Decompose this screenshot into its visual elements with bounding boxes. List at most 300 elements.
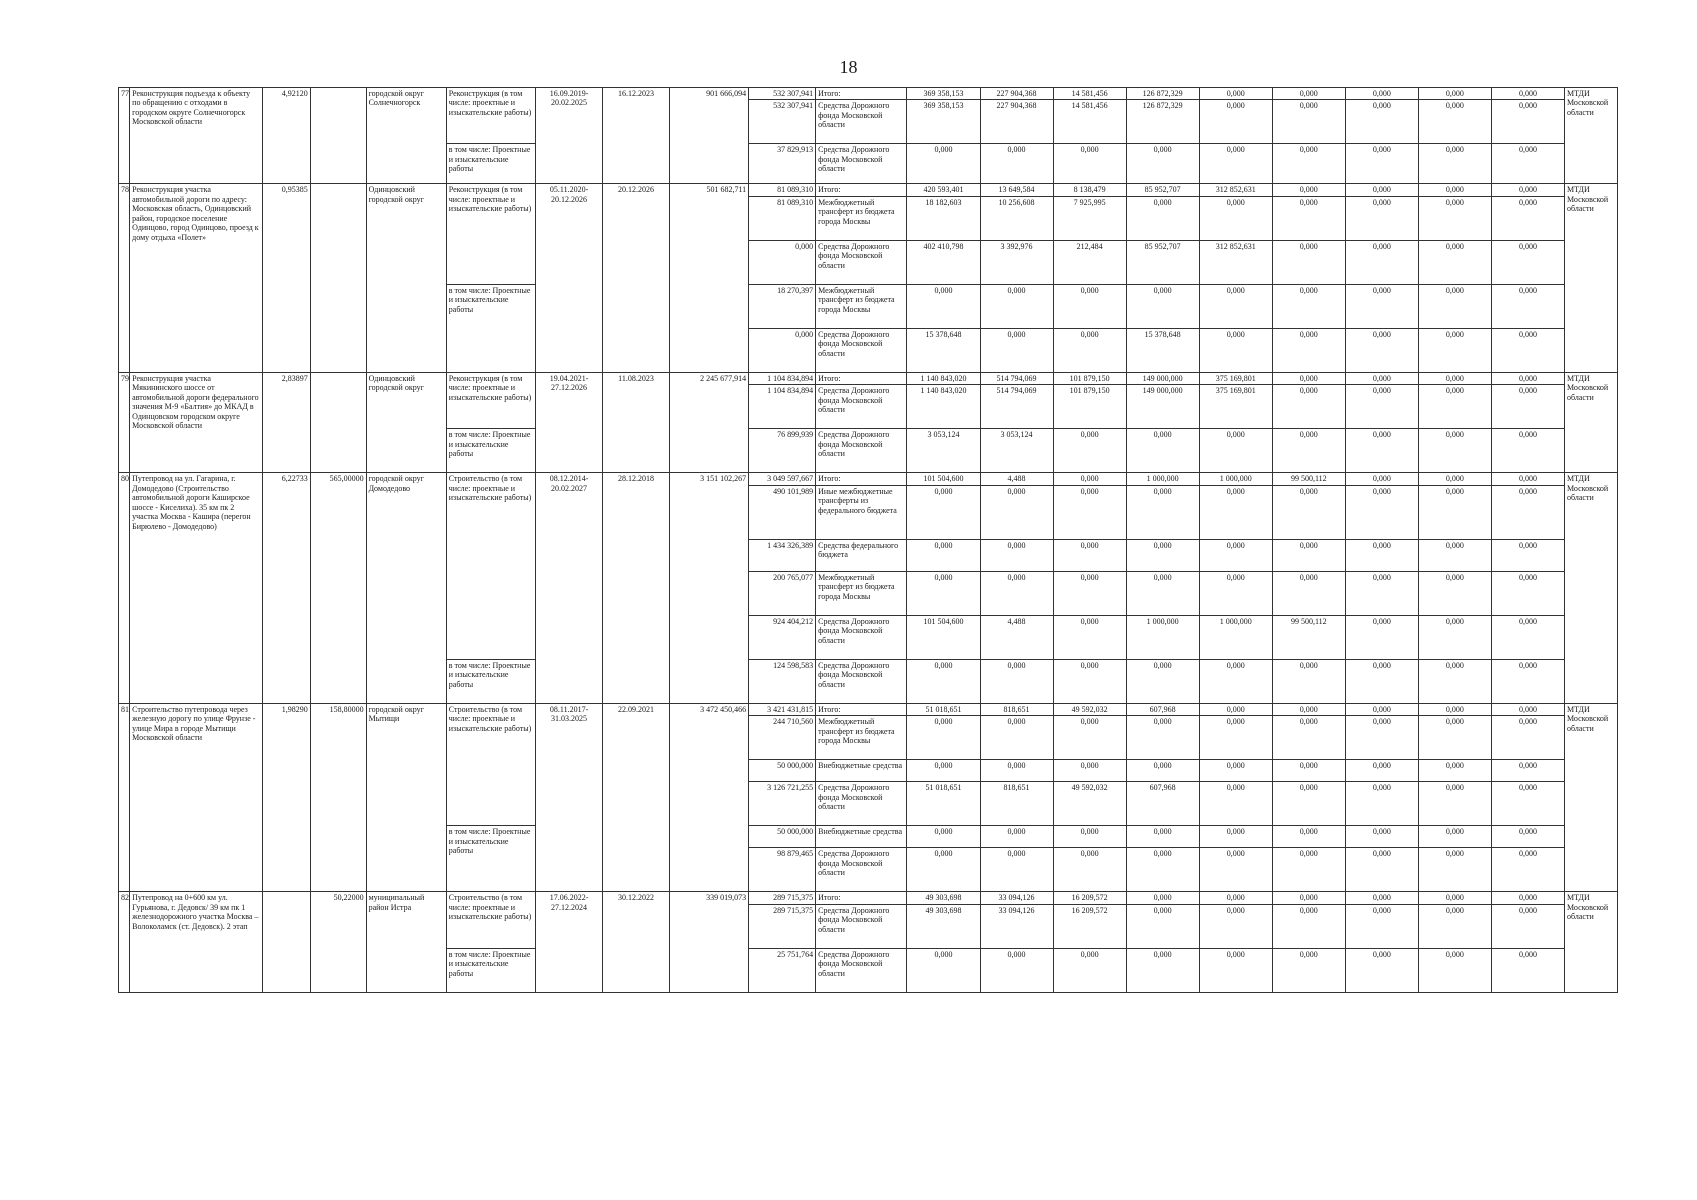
year-value: 607,968 <box>1126 782 1199 826</box>
year-value: 51 018,651 <box>907 703 980 715</box>
work-type-design: в том числе: Проектные и изыскательские работы <box>446 659 535 703</box>
municipality: муниципальный район Истра <box>366 892 446 992</box>
financed-amount: 289 715,375 <box>749 904 816 948</box>
year-value: 0,000 <box>1272 372 1345 384</box>
project-number: 81 <box>119 703 130 891</box>
year-value: 0,000 <box>1345 892 1418 904</box>
financed-amount: 3 049 597,667 <box>749 473 816 485</box>
year-value: 1 000,000 <box>1199 615 1272 659</box>
funding-source: Межбюджетный трансферт из бюджета города Москвы <box>816 284 907 328</box>
customer: МТДИ Московской области <box>1565 892 1618 992</box>
year-value: 0,000 <box>1418 703 1491 715</box>
funding-source: Средства Дорожного фонда Московской области <box>816 948 907 992</box>
year-value: 0,000 <box>1199 826 1272 848</box>
financed-amount: 1 104 834,894 <box>749 372 816 384</box>
financed-amount: 1 104 834,894 <box>749 385 816 429</box>
financed-amount: 76 899,939 <box>749 429 816 473</box>
financed-amount: 81 089,310 <box>749 196 816 240</box>
year-value: 0,000 <box>1272 539 1345 571</box>
year-value: 0,000 <box>907 826 980 848</box>
table-row <box>119 473 1618 485</box>
work-type-main: Реконструкция (в том числе: проектные и изыскательские работы) <box>446 88 535 144</box>
project-name: Путепровод на ул. Гагарина, г. Домодедово (Строительство автомобильной дороги Каширское шоссе - Киселиха). 35 км пк 2 участка Москва - Кашира (перегон Бирюлево - Домодедово) <box>130 473 263 703</box>
funding-source: Средства Дорожного фонда Московской области <box>816 615 907 659</box>
year-value: 227 904,368 <box>980 88 1053 100</box>
year-value: 0,000 <box>1272 144 1345 184</box>
year-value: 0,000 <box>1199 196 1272 240</box>
year-value: 0,000 <box>1345 848 1418 892</box>
year-value: 0,000 <box>1053 328 1126 372</box>
funding-source: Внебюджетные средства <box>816 826 907 848</box>
year-value: 0,000 <box>1491 184 1564 196</box>
year-value: 0,000 <box>1491 372 1564 384</box>
year-value: 0,000 <box>980 948 1053 992</box>
financed-amount: 18 270,397 <box>749 284 816 328</box>
year-value: 0,000 <box>1418 716 1491 760</box>
work-type-design: в том числе: Проектные и изыскательские работы <box>446 826 535 892</box>
year-value: 15 378,648 <box>907 328 980 372</box>
year-value: 0,000 <box>907 144 980 184</box>
project-number: 82 <box>119 892 130 992</box>
financed-amount: 200 765,077 <box>749 571 816 615</box>
funding-source: Межбюджетный трансферт из бюджета города Москвы <box>816 196 907 240</box>
year-value: 3 053,124 <box>980 429 1053 473</box>
year-value: 0,000 <box>1345 473 1418 485</box>
customer: МТДИ Московской области <box>1565 473 1618 703</box>
year-value: 0,000 <box>1053 284 1126 328</box>
year-value: 0,000 <box>1272 88 1345 100</box>
financed-amount: 25 751,764 <box>749 948 816 992</box>
year-value: 0,000 <box>1491 848 1564 892</box>
year-value: 0,000 <box>1053 571 1126 615</box>
year-value: 33 094,126 <box>980 892 1053 904</box>
year-value: 0,000 <box>1272 782 1345 826</box>
project-area: 565,00000 <box>310 473 366 703</box>
funding-source: Средства Дорожного фонда Московской области <box>816 328 907 372</box>
year-value: 0,000 <box>980 144 1053 184</box>
year-value: 0,000 <box>1345 144 1418 184</box>
year-value: 101 504,600 <box>907 473 980 485</box>
year-value: 8 138,479 <box>1053 184 1126 196</box>
year-value: 0,000 <box>1272 385 1345 429</box>
year-value: 0,000 <box>1053 539 1126 571</box>
municipality: городской округ Солнечногорск <box>366 88 446 184</box>
project-name: Реконструкция участка автомобильной дороги по адресу: Московская область, Одинцовский район, городское поселение Одинцово, город Одинцово, проезд к дому отдыха «Полет» <box>130 184 263 372</box>
financed-amount: 50 000,000 <box>749 760 816 782</box>
year-value: 375 169,801 <box>1199 372 1272 384</box>
year-value: 0,000 <box>1199 703 1272 715</box>
year-value: 0,000 <box>1418 892 1491 904</box>
year-value: 818,651 <box>980 703 1053 715</box>
project-cost: 501 682,711 <box>670 184 749 372</box>
year-value: 0,000 <box>907 716 980 760</box>
year-value: 0,000 <box>1345 196 1418 240</box>
year-value: 33 094,126 <box>980 904 1053 948</box>
year-value: 0,000 <box>1199 429 1272 473</box>
work-type-design: в том числе: Проектные и изыскательские работы <box>446 429 535 473</box>
year-value: 0,000 <box>1491 615 1564 659</box>
project-length <box>263 892 311 992</box>
year-value: 0,000 <box>1418 284 1491 328</box>
year-value: 0,000 <box>1053 485 1126 539</box>
work-period: 17.06.2022-27.12.2024 <box>536 892 603 992</box>
year-value: 0,000 <box>1272 485 1345 539</box>
project-area: 158,80000 <box>310 703 366 891</box>
year-value: 0,000 <box>1491 571 1564 615</box>
year-value: 0,000 <box>980 716 1053 760</box>
opening-date: 16.12.2023 <box>603 88 670 184</box>
year-value: 0,000 <box>1272 892 1345 904</box>
year-value: 0,000 <box>1126 196 1199 240</box>
year-value: 0,000 <box>980 284 1053 328</box>
year-value: 0,000 <box>980 826 1053 848</box>
year-value: 0,000 <box>907 948 980 992</box>
year-value: 0,000 <box>1418 100 1491 144</box>
year-value: 0,000 <box>980 659 1053 703</box>
year-value: 0,000 <box>1345 904 1418 948</box>
year-value: 0,000 <box>1126 284 1199 328</box>
year-value: 312 852,631 <box>1199 184 1272 196</box>
project-length: 4,92120 <box>263 88 311 184</box>
year-value: 0,000 <box>1199 539 1272 571</box>
table-row <box>119 892 1618 904</box>
year-value: 0,000 <box>1272 328 1345 372</box>
year-value: 0,000 <box>1053 848 1126 892</box>
year-value: 0,000 <box>1491 144 1564 184</box>
year-value: 0,000 <box>1491 716 1564 760</box>
project-area: 50,22000 <box>310 892 366 992</box>
work-period: 08.12.2014-20.02.2027 <box>536 473 603 703</box>
municipality: Одинцовский городской округ <box>366 184 446 372</box>
year-value: 3 053,124 <box>907 429 980 473</box>
year-value: 1 140 843,020 <box>907 385 980 429</box>
year-value: 0,000 <box>1272 240 1345 284</box>
year-value: 0,000 <box>1199 760 1272 782</box>
year-value: 0,000 <box>1272 716 1345 760</box>
year-value: 0,000 <box>1418 848 1491 892</box>
year-value: 0,000 <box>1126 848 1199 892</box>
project-name: Реконструкция подъезда к объекту по обращению с отходами в городском округе Солнечногорск Московской области <box>130 88 263 184</box>
funding-source: Средства Дорожного фонда Московской области <box>816 144 907 184</box>
year-value: 0,000 <box>1491 429 1564 473</box>
financed-amount: 81 089,310 <box>749 184 816 196</box>
year-value: 0,000 <box>1126 485 1199 539</box>
year-value: 0,000 <box>1272 100 1345 144</box>
year-value: 0,000 <box>1345 100 1418 144</box>
customer: МТДИ Московской области <box>1565 88 1618 184</box>
year-value: 0,000 <box>1272 703 1345 715</box>
year-value: 0,000 <box>1418 826 1491 848</box>
year-value: 0,000 <box>1491 948 1564 992</box>
year-value: 85 952,707 <box>1126 184 1199 196</box>
year-value: 0,000 <box>980 539 1053 571</box>
financed-amount: 532 307,941 <box>749 88 816 100</box>
year-value: 1 000,000 <box>1126 473 1199 485</box>
year-value: 0,000 <box>980 328 1053 372</box>
year-value: 0,000 <box>1126 429 1199 473</box>
year-value: 0,000 <box>1345 539 1418 571</box>
year-value: 0,000 <box>1418 184 1491 196</box>
funding-source: Итого: <box>816 184 907 196</box>
year-value: 420 593,401 <box>907 184 980 196</box>
financed-amount: 98 879,465 <box>749 848 816 892</box>
year-value: 0,000 <box>1053 473 1126 485</box>
year-value: 0,000 <box>980 485 1053 539</box>
year-value: 0,000 <box>1345 240 1418 284</box>
year-value: 0,000 <box>1418 760 1491 782</box>
year-value: 0,000 <box>1053 716 1126 760</box>
year-value: 0,000 <box>1272 284 1345 328</box>
financed-amount: 532 307,941 <box>749 100 816 144</box>
year-value: 0,000 <box>1345 385 1418 429</box>
year-value: 0,000 <box>1345 782 1418 826</box>
year-value: 0,000 <box>1491 703 1564 715</box>
year-value: 99 500,112 <box>1272 615 1345 659</box>
year-value: 0,000 <box>1418 240 1491 284</box>
year-value: 0,000 <box>1345 429 1418 473</box>
project-name: Реконструкция участка Мякининского шоссе от автомобильной дороги федерального значения М-9 «Балтия» до МКАД в Одинцовском городском округе Московской области <box>130 372 263 472</box>
year-value: 0,000 <box>1272 659 1345 703</box>
opening-date: 28.12.2018 <box>603 473 670 703</box>
work-type-design: в том числе: Проектные и изыскательские работы <box>446 284 535 372</box>
project-name: Строительство путепровода через железную дорогу по улице Фрунзе - улице Мира в городе Мытищи Московской области <box>130 703 263 891</box>
year-value: 0,000 <box>1418 571 1491 615</box>
work-type-main: Реконструкция (в том числе: проектные и изыскательские работы) <box>446 372 535 428</box>
funding-source: Итого: <box>816 703 907 715</box>
table-row <box>119 703 1618 715</box>
funding-source: Итого: <box>816 892 907 904</box>
year-value: 126 872,329 <box>1126 88 1199 100</box>
year-value: 0,000 <box>1345 615 1418 659</box>
year-value: 0,000 <box>1345 760 1418 782</box>
year-value: 149 000,000 <box>1126 372 1199 384</box>
year-value: 16 209,572 <box>1053 904 1126 948</box>
year-value: 0,000 <box>980 760 1053 782</box>
funding-source: Межбюджетный трансферт из бюджета города Москвы <box>816 571 907 615</box>
year-value: 0,000 <box>1345 88 1418 100</box>
customer: МТДИ Московской области <box>1565 372 1618 472</box>
year-value: 49 592,032 <box>1053 703 1126 715</box>
project-area <box>310 184 366 372</box>
financed-amount: 289 715,375 <box>749 892 816 904</box>
year-value: 7 925,995 <box>1053 196 1126 240</box>
year-value: 0,000 <box>1126 892 1199 904</box>
year-value: 0,000 <box>1272 948 1345 992</box>
year-value: 3 392,976 <box>980 240 1053 284</box>
funding-source: Межбюджетный трансферт из бюджета города Москвы <box>816 716 907 760</box>
work-type-main: Строительство (в том числе: проектные и изыскательские работы) <box>446 892 535 948</box>
year-value: 0,000 <box>1053 429 1126 473</box>
year-value: 0,000 <box>1053 615 1126 659</box>
year-value: 0,000 <box>1418 385 1491 429</box>
opening-date: 30.12.2022 <box>603 892 670 992</box>
project-length: 0,95385 <box>263 184 311 372</box>
year-value: 101 879,150 <box>1053 385 1126 429</box>
project-length: 6,22733 <box>263 473 311 703</box>
year-value: 0,000 <box>1418 429 1491 473</box>
project-name: Путепровод на 0+600 км ул. Гурьянова, г. Дедовск/ 39 км пк 1 железнодорожного участка Москва – Волоколамск (ст. Дедовск). 2 этап <box>130 892 263 992</box>
year-value: 0,000 <box>907 760 980 782</box>
year-value: 0,000 <box>1418 485 1491 539</box>
year-value: 126 872,329 <box>1126 100 1199 144</box>
year-value: 0,000 <box>1418 473 1491 485</box>
project-length: 2,83897 <box>263 372 311 472</box>
project-cost: 3 151 102,267 <box>670 473 749 703</box>
year-value: 0,000 <box>907 659 980 703</box>
municipality: городской округ Мытищи <box>366 703 446 891</box>
year-value: 0,000 <box>980 571 1053 615</box>
year-value: 0,000 <box>1491 240 1564 284</box>
year-value: 1 000,000 <box>1126 615 1199 659</box>
year-value: 369 358,153 <box>907 88 980 100</box>
project-area <box>310 88 366 184</box>
financed-amount: 3 421 431,815 <box>749 703 816 715</box>
year-value: 0,000 <box>1491 284 1564 328</box>
year-value: 818,651 <box>980 782 1053 826</box>
year-value: 0,000 <box>907 284 980 328</box>
year-value: 0,000 <box>1491 892 1564 904</box>
year-value: 0,000 <box>1418 196 1491 240</box>
year-value: 4,488 <box>980 615 1053 659</box>
opening-date: 22.09.2021 <box>603 703 670 891</box>
funding-source: Иные межбюджетные трансферты из федерального бюджета <box>816 485 907 539</box>
investment-table <box>118 87 1618 993</box>
year-value: 0,000 <box>1491 539 1564 571</box>
year-value: 0,000 <box>1126 826 1199 848</box>
year-value: 14 581,456 <box>1053 100 1126 144</box>
year-value: 0,000 <box>1272 760 1345 782</box>
year-value: 0,000 <box>1053 826 1126 848</box>
year-value: 0,000 <box>980 848 1053 892</box>
year-value: 0,000 <box>1491 782 1564 826</box>
opening-date: 11.08.2023 <box>603 372 670 472</box>
year-value: 0,000 <box>1345 571 1418 615</box>
year-value: 0,000 <box>1345 716 1418 760</box>
year-value: 15 378,648 <box>1126 328 1199 372</box>
financed-amount: 924 404,212 <box>749 615 816 659</box>
year-value: 0,000 <box>1345 372 1418 384</box>
year-value: 0,000 <box>907 539 980 571</box>
year-value: 0,000 <box>1126 716 1199 760</box>
year-value: 0,000 <box>1491 760 1564 782</box>
funding-source: Средства федерального бюджета <box>816 539 907 571</box>
funding-source: Средства Дорожного фонда Московской области <box>816 429 907 473</box>
year-value: 0,000 <box>1345 826 1418 848</box>
funding-source: Внебюджетные средства <box>816 760 907 782</box>
year-value: 0,000 <box>1491 485 1564 539</box>
municipality: городской округ Домодедово <box>366 473 446 703</box>
year-value: 0,000 <box>1345 659 1418 703</box>
work-type-main: Реконструкция (в том числе: проектные и изыскательские работы) <box>446 184 535 284</box>
year-value: 0,000 <box>1345 328 1418 372</box>
year-value: 0,000 <box>1199 782 1272 826</box>
year-value: 0,000 <box>1272 571 1345 615</box>
financed-amount: 244 710,560 <box>749 716 816 760</box>
funding-source: Средства Дорожного фонда Московской области <box>816 848 907 892</box>
year-value: 0,000 <box>1199 848 1272 892</box>
year-value: 0,000 <box>1199 892 1272 904</box>
year-value: 0,000 <box>1418 659 1491 703</box>
year-value: 0,000 <box>1272 196 1345 240</box>
year-value: 0,000 <box>1491 328 1564 372</box>
financed-amount: 490 101,989 <box>749 485 816 539</box>
year-value: 0,000 <box>1199 485 1272 539</box>
year-value: 0,000 <box>907 571 980 615</box>
work-period: 16.09.2019-20.02.2025 <box>536 88 603 184</box>
year-value: 0,000 <box>1418 328 1491 372</box>
year-value: 0,000 <box>1126 144 1199 184</box>
funding-source: Средства Дорожного фонда Московской области <box>816 385 907 429</box>
year-value: 0,000 <box>1199 904 1272 948</box>
year-value: 0,000 <box>1199 659 1272 703</box>
year-value: 0,000 <box>1418 948 1491 992</box>
project-number: 78 <box>119 184 130 372</box>
year-value: 18 182,603 <box>907 196 980 240</box>
financed-amount: 0,000 <box>749 240 816 284</box>
year-value: 101 879,150 <box>1053 372 1126 384</box>
project-cost: 3 472 450,466 <box>670 703 749 891</box>
year-value: 10 256,608 <box>980 196 1053 240</box>
year-value: 0,000 <box>1272 184 1345 196</box>
year-value: 0,000 <box>1126 571 1199 615</box>
year-value: 402 410,798 <box>907 240 980 284</box>
year-value: 0,000 <box>1345 284 1418 328</box>
work-type-design: в том числе: Проектные и изыскательские работы <box>446 144 535 184</box>
year-value: 1 000,000 <box>1199 473 1272 485</box>
project-cost: 901 666,094 <box>670 88 749 184</box>
year-value: 49 303,698 <box>907 892 980 904</box>
work-type-main: Строительство (в том числе: проектные и изыскательские работы) <box>446 703 535 825</box>
year-value: 99 500,112 <box>1272 473 1345 485</box>
year-value: 607,968 <box>1126 703 1199 715</box>
year-value: 101 504,600 <box>907 615 980 659</box>
year-value: 514 794,069 <box>980 372 1053 384</box>
funding-source: Средства Дорожного фонда Московской области <box>816 100 907 144</box>
table-row <box>119 88 1618 100</box>
year-value: 0,000 <box>1418 88 1491 100</box>
project-number: 77 <box>119 88 130 184</box>
year-value: 0,000 <box>1199 144 1272 184</box>
funding-source: Средства Дорожного фонда Московской области <box>816 659 907 703</box>
work-period: 05.11.2020-20.12.2026 <box>536 184 603 372</box>
year-value: 375 169,801 <box>1199 385 1272 429</box>
project-cost: 2 245 677,914 <box>670 372 749 472</box>
customer: МТДИ Московской области <box>1565 703 1618 891</box>
year-value: 312 852,631 <box>1199 240 1272 284</box>
year-value: 51 018,651 <box>907 782 980 826</box>
year-value: 0,000 <box>1053 948 1126 992</box>
year-value: 0,000 <box>1126 948 1199 992</box>
year-value: 0,000 <box>1272 826 1345 848</box>
year-value: 212,484 <box>1053 240 1126 284</box>
year-value: 0,000 <box>1126 904 1199 948</box>
year-value: 0,000 <box>1491 826 1564 848</box>
year-value: 369 358,153 <box>907 100 980 144</box>
year-value: 0,000 <box>1126 659 1199 703</box>
year-value: 16 209,572 <box>1053 892 1126 904</box>
year-value: 0,000 <box>1199 571 1272 615</box>
year-value: 0,000 <box>1272 904 1345 948</box>
year-value: 0,000 <box>1199 328 1272 372</box>
funding-source: Средства Дорожного фонда Московской области <box>816 240 907 284</box>
year-value: 0,000 <box>1272 848 1345 892</box>
financed-amount: 0,000 <box>749 328 816 372</box>
year-value: 0,000 <box>1491 100 1564 144</box>
funding-source: Средства Дорожного фонда Московской области <box>816 782 907 826</box>
work-type-design: в том числе: Проектные и изыскательские работы <box>446 948 535 992</box>
page-number: 18 <box>839 57 858 77</box>
year-value: 0,000 <box>1418 615 1491 659</box>
